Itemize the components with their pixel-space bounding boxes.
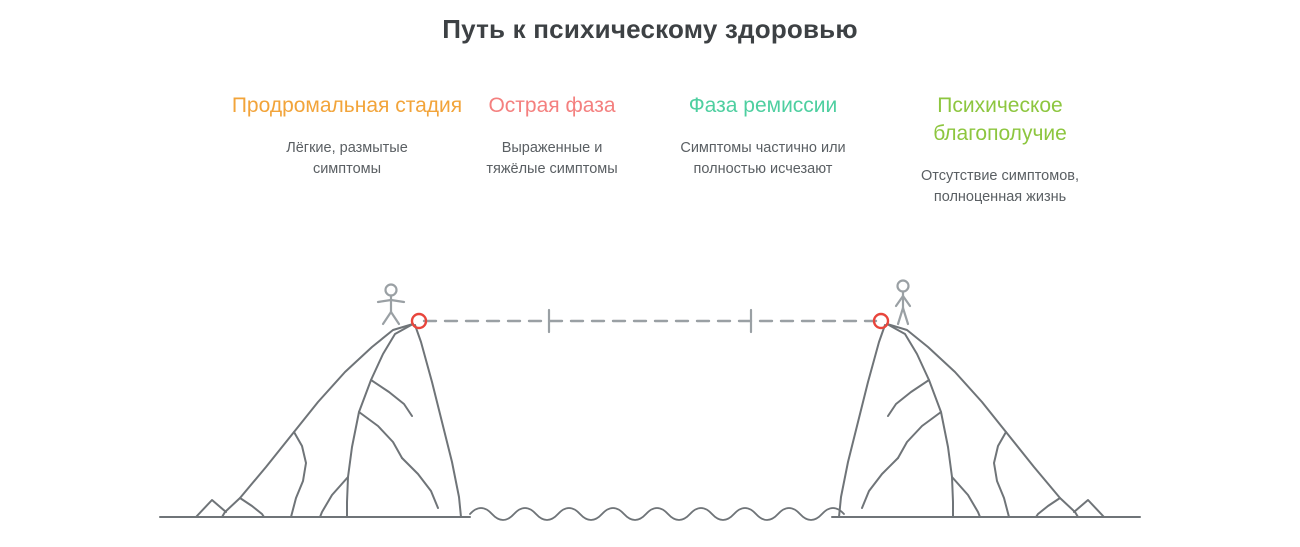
water-waves <box>470 508 844 520</box>
left-mountain <box>181 324 461 517</box>
stage-description-1: Лёгкие, размытые симптомы <box>286 140 408 177</box>
stage-column-1 <box>218 92 476 180</box>
stage-description-2: Выраженные и тяжёлые симптомы <box>486 140 618 177</box>
left-climber-figure <box>378 285 404 325</box>
stage-column-3 <box>650 92 876 180</box>
mountains-illustration <box>0 262 1300 547</box>
stage-label-3: Фаза ремиссии <box>688 94 838 117</box>
page-title: Путь к психическому здоровью <box>442 14 858 44</box>
stage-column-4 <box>874 92 1126 208</box>
stage-description-4: Отсутствие симптомов, полноценная жизнь <box>921 168 1079 205</box>
stage-label-4: Психическое благополучие <box>933 94 1067 145</box>
right-climber-figure <box>896 281 910 325</box>
right-mountain <box>839 324 1119 517</box>
stage-description-3: Симптомы частично или полностью исчезают <box>680 140 846 177</box>
stage-label-2: Острая фаза <box>488 94 616 117</box>
stage-column-2 <box>452 92 652 180</box>
stage-label-1: Продромальная стадия <box>231 94 463 117</box>
